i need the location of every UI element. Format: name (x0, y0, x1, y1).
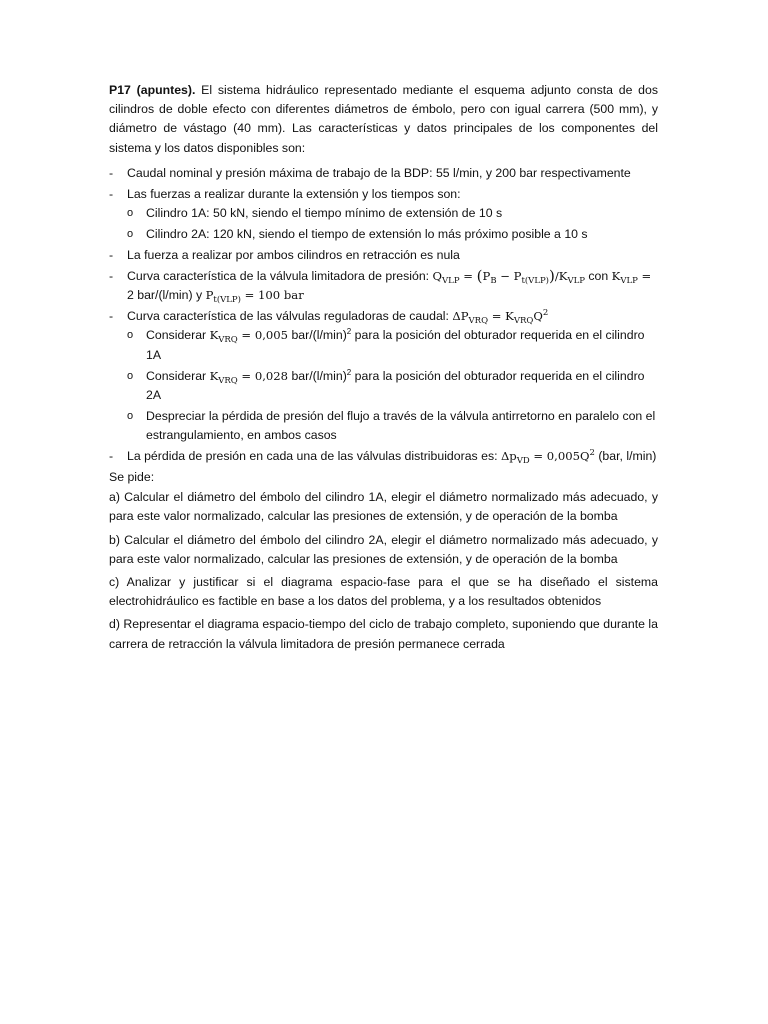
data-list (109, 164, 658, 466)
sublist-item-cil1 (109, 204, 658, 223)
question-d: d) Representar el diagrama espacio-tiempo del ciclo de trabajo completo, suponiendo que durante la carrera de retracción la válvula limitadora de presión permanece cerrada (109, 617, 658, 651)
vrq-sublist (109, 326, 658, 445)
vlp-pt-equation (205, 288, 304, 306)
question-b: b) Calcular el diámetro del émbolo del cilindro 2A, elegir el diámetro normalizado más adecuado, y para este valor normalizado, calcular las presiones de extensión, y de operación de la bomba (109, 532, 658, 566)
cilindros-sublist (109, 204, 658, 244)
cil2-text: Cilindro 2A: 120 kN, siendo el tiempo de extensión lo más próximo posible a 10 s (146, 227, 588, 242)
eq-operator: = (637, 269, 652, 284)
eq-subscript: VRQ (468, 316, 489, 327)
eq-subscript: VRQ (218, 375, 238, 386)
sublist-item-vrq1 (109, 326, 658, 364)
eq-symbol: P (482, 269, 491, 284)
eq-subscript: VLP (567, 276, 585, 287)
vd-equation (500, 448, 595, 467)
dash-bullet: - (109, 449, 114, 464)
vd-units: (bar, l/min) (594, 449, 657, 464)
unit-superscript: 2 (346, 327, 352, 337)
vlp-equation (432, 267, 585, 287)
eq-value: = 100 bar (240, 288, 304, 303)
vrq2-pre: Considerar (146, 368, 210, 383)
problem-title: P17 (apuntes). (109, 83, 196, 97)
eq-subscript: B (490, 276, 497, 287)
vrq1-post: para la posición del obturador requerida en el cilindro 1A (146, 328, 645, 362)
circle-bullet: o (127, 409, 134, 422)
eq-subscript: VRQ (218, 335, 238, 346)
vlp-con: con (584, 269, 612, 284)
vrq2-unit: bar/(l/min) (288, 368, 347, 383)
circle-bullet: o (127, 228, 134, 241)
eq-subscript: VLP (620, 276, 638, 287)
eq-subscript: VD (516, 456, 530, 467)
circle-bullet: o (127, 329, 134, 342)
dash-bullet: - (109, 269, 114, 284)
question-c: c) Analizar y justificar si el diagrama espacio-fase para el que se ha diseñado el sistema electrohidráulico es factible en base a los datos del problema, y a los resultados obtenidos (109, 575, 658, 609)
list-item-vd (109, 447, 658, 466)
vrq1-pre: Considerar (146, 328, 210, 343)
list-item-fuerzas (109, 185, 658, 244)
intro-text: El sistema hidráulico representado mediante el esquema adjunto consta de dos cilindros de doble efecto con diferentes diámetros de émbolo, pero con igual carrera (500 mm), y diámetro de vástago (40 mm). Las características y datos principales de los componentes del sistema y los datos disponibles son: (109, 83, 658, 155)
eq-subscript: t(VLP) (521, 276, 550, 287)
vrq2-text (146, 369, 645, 402)
eq-symbol: Q (432, 269, 443, 284)
eq-operator: = (459, 269, 477, 284)
circle-bullet: o (127, 207, 134, 220)
question-a: a) Calcular el diámetro del émbolo del cilindro 1A, elegir el diámetro normalizado más adecuado, y para este valor normalizado, calcular las presiones de extensión, y de operación de la bomba (109, 490, 658, 524)
list-item-vrq (109, 307, 658, 445)
eq-symbol: K (209, 328, 219, 343)
dash-bullet: - (109, 186, 114, 201)
vlp-line2: 2 bar/(l/min) y (127, 288, 206, 303)
unit-superscript: 2 (346, 367, 352, 377)
sublist-item-vrq2 (109, 367, 658, 405)
eq-value: = 0,005 (237, 328, 289, 343)
eq-operator: /K (554, 269, 568, 284)
vlp-k-equation (611, 269, 652, 287)
dash-bullet: - (109, 309, 114, 324)
se-pide-heading: Se pide: (109, 470, 155, 485)
vrq1-unit: bar/(l/min) (288, 328, 347, 343)
eq-paren: ) (549, 267, 555, 286)
dash-bullet: - (109, 165, 114, 180)
problem-intro (109, 81, 658, 158)
eq-symbol: ΔP (452, 309, 469, 324)
fuerzas-text: Las fuerzas a realizar durante la extensión y los tiempos son: (127, 186, 461, 201)
dash-bullet: - (109, 248, 114, 263)
cil1-text: Cilindro 1A: 50 kN, siendo el tiempo mínimo de extensión de 10 s (146, 206, 503, 221)
list-item-retraccion (109, 246, 658, 265)
vrq1-text (146, 328, 645, 361)
vrq-text: Curva característica de las válvulas reguladoras de caudal: (127, 309, 453, 324)
eq-symbol: Q (533, 309, 543, 324)
eq-subscript: VLP (442, 276, 460, 287)
antirretorno-text: Despreciar la pérdida de presión del flujo a través de la válvula antirretorno en paralelo con el estrangulamiento, en ambos casos (146, 408, 656, 443)
circle-bullet: o (127, 369, 134, 382)
sublist-item-antirretorno (109, 407, 658, 445)
caudal-text: Caudal nominal y presión máxima de trabajo de la BDP: 55 l/min, y 200 bar respectivamente (127, 165, 631, 180)
eq-operator: = K (488, 309, 514, 324)
eq-subscript: t(VLP) (213, 295, 241, 306)
eq-subscript: VRQ (513, 316, 534, 327)
eq-paren: ( (476, 267, 483, 286)
eq-operator: − P (496, 269, 522, 284)
sublist-item-cil2 (109, 225, 658, 244)
eq-symbol: P (205, 288, 214, 303)
retraccion-text: La fuerza a realizar por ambos cilindros en retracción es nula (127, 248, 460, 263)
eq-superscript: 2 (589, 448, 595, 459)
vlp-text: Curva característica de la válvula limitadora de presión: (127, 269, 433, 284)
vrq-equation (452, 308, 549, 327)
eq-superscript: 2 (542, 308, 549, 319)
list-item-caudal (109, 164, 658, 183)
vd-text: La pérdida de presión en cada una de las válvulas distribuidoras es: (127, 449, 501, 464)
eq-symbol: Δp (500, 449, 517, 464)
vrq2-post: para la posición del obturador requerida en el cilindro 2A (146, 368, 645, 402)
eq-symbol: K (209, 368, 219, 383)
eq-value: = 0,005Q (529, 449, 590, 464)
eq-value: = 0,028 (237, 368, 289, 383)
eq-symbol: K (611, 269, 621, 284)
list-item-vlp (109, 267, 658, 305)
